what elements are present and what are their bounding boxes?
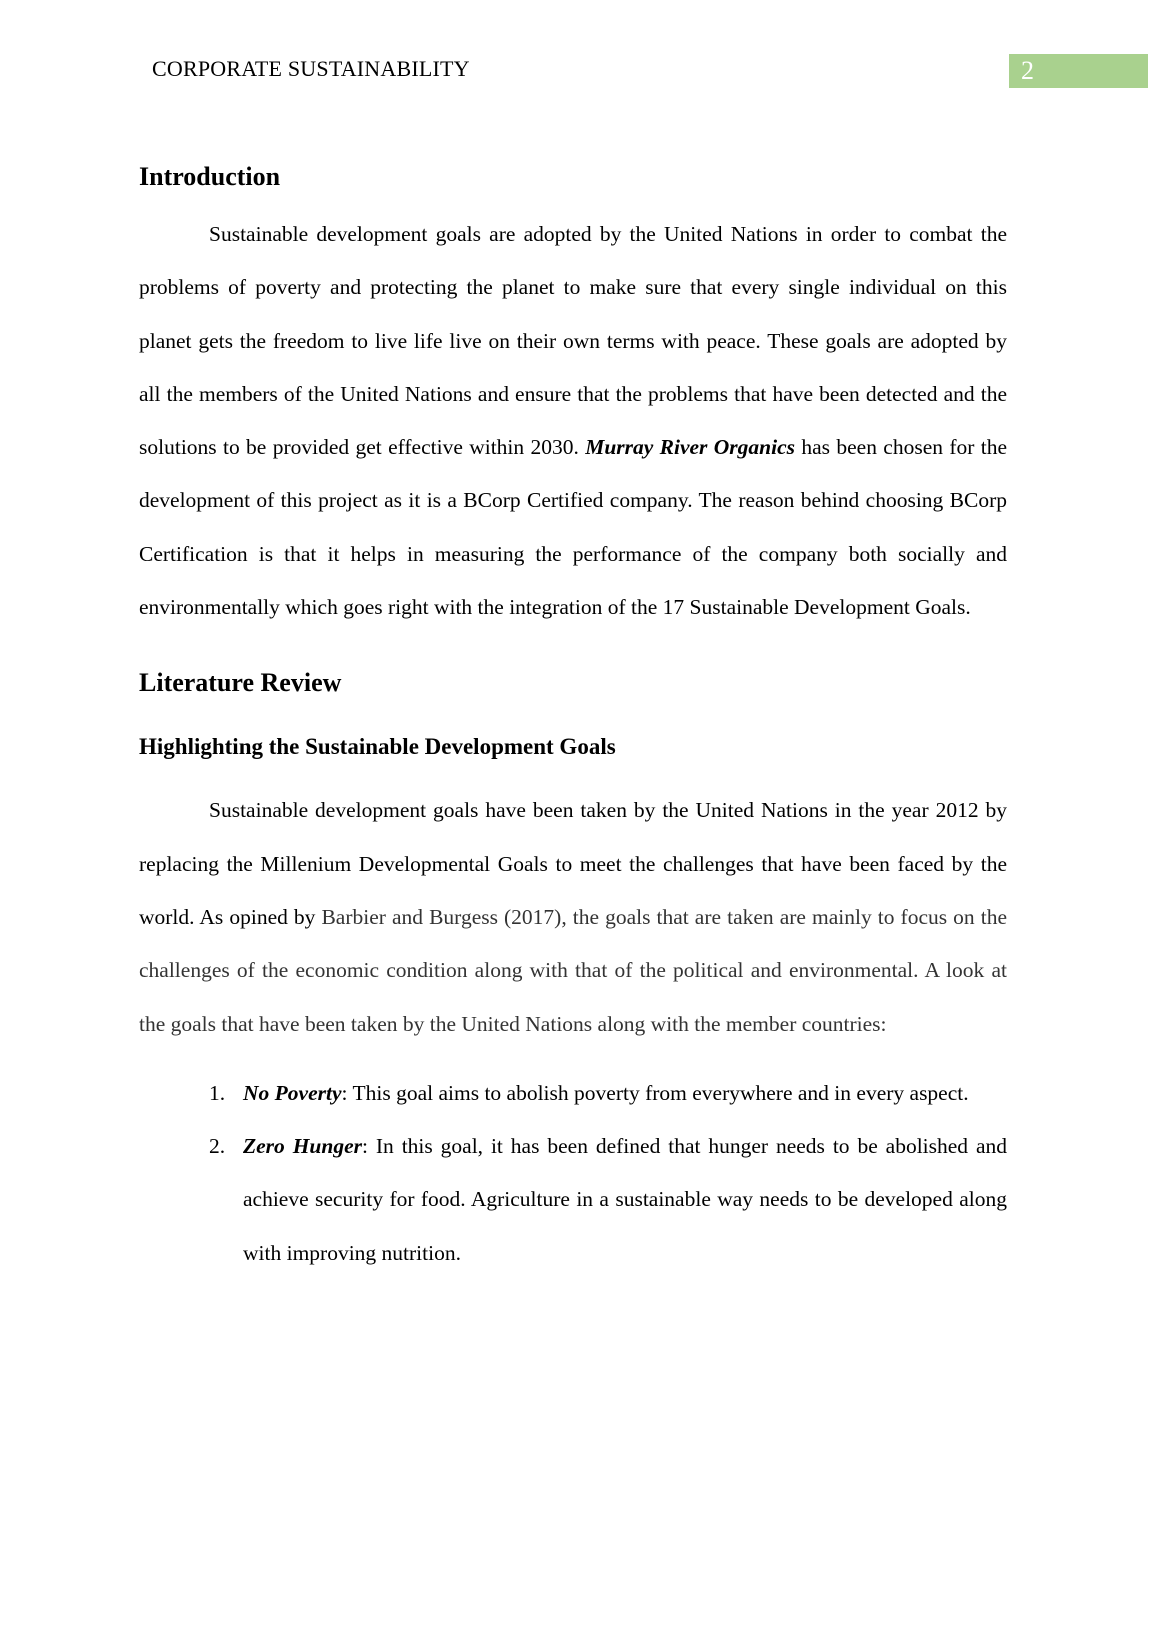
sdg-text-part-2: Barbier and Burgess (2017), the goals that are taken are mainly to focus on the challenges of the economic condition along with that of the political and environmental. A look at the goals that have been taken by the United Nations along with the member countries:: [139, 904, 1007, 1036]
heading-introduction: Introduction: [139, 162, 281, 191]
sdg-text-part-1: Sustainable development goals have been taken by the United Nations in the year 2012 by replacing the Millenium Developmental Goals to meet the challenges that have been faced by the world. As opined by: [139, 798, 1007, 929]
sdg-paragraph: [139, 784, 1007, 1050]
company-name-emphasis: Murray River Organics: [585, 435, 796, 460]
goal-title: Zero Hunger: [243, 1134, 362, 1159]
list-number: 2.: [209, 1134, 226, 1159]
document-body: [139, 152, 1007, 1280]
intro-text-part-1: Sustainable development goals are adopted by the United Nations in order to combat the problems of poverty and protecting the planet to make sure that every single individual on this planet gets the freedom to live life live on their own terms with peace. These goals are adopted by all the members of the United Nations and ensure that the problems that have been detected and the solutions to be provided get effective within 2030.: [139, 222, 1007, 460]
running-head-title: CORPORATE SUSTAINABILITY: [152, 56, 470, 81]
goal-description: : This goal aims to abolish poverty from everywhere and in every aspect.: [341, 1080, 969, 1105]
list-number: 1.: [209, 1080, 226, 1105]
list-item: [139, 1120, 1007, 1280]
goals-list: [139, 1067, 1007, 1280]
heading-literature-review: Literature Review: [139, 668, 342, 698]
subheading-sdg: Highlighting the Sustainable Development Goals: [139, 734, 616, 760]
page-number-badge: 2: [1009, 54, 1148, 88]
introduction-paragraph: [139, 208, 1007, 634]
list-item: [139, 1067, 1007, 1120]
intro-text-part-2: has been chosen for the development of this project as it is a BCorp Certified company. The reason behind choosing BCorp Certification is that it helps in measuring the performance of the company both socially and environmentally which goes right with the integration of the 17 Sustainable Development Goals.: [139, 435, 1008, 620]
goal-title: No Poverty: [243, 1080, 342, 1105]
goal-description: : In this goal, it has been defined that hunger needs to be abolished and achieve security for food. Agriculture in a sustainable way needs to be developed along with improving nutrition.: [243, 1134, 1007, 1265]
